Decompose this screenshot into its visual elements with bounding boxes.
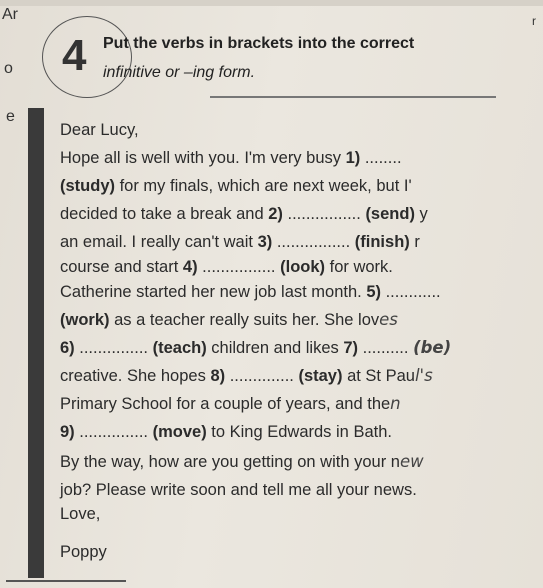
text: y xyxy=(414,205,428,223)
text: decided to take a break and xyxy=(60,205,269,223)
letter-signature: Poppy xyxy=(60,543,107,561)
letter-line-8 xyxy=(60,336,451,360)
verb-prompt: (send) xyxy=(365,205,415,223)
verb-prompt: (work) xyxy=(60,311,110,329)
gap-number: 2) xyxy=(268,205,283,223)
answer-blank[interactable]: ............ xyxy=(381,283,441,301)
instruction-line-1: Put the verbs in brackets into the correct xyxy=(103,35,415,52)
letter-line-9 xyxy=(60,364,433,388)
gap-number: 6) xyxy=(60,339,75,357)
text: children and likes xyxy=(206,339,344,357)
task-number-circle xyxy=(42,16,132,98)
verb-prompt: (finish) xyxy=(354,233,410,251)
margin-text-r: r xyxy=(532,14,536,28)
letter-line-6 xyxy=(60,280,441,304)
verb-prompt: (study) xyxy=(60,177,115,195)
gap-number: 7) xyxy=(343,339,359,357)
letter-line-2 xyxy=(60,174,412,198)
letter-line-4 xyxy=(60,230,420,254)
letter-closing: Love, xyxy=(60,505,101,523)
gap-number: 1) xyxy=(345,149,361,167)
gap-number: 4) xyxy=(182,258,198,276)
letter-line-10 xyxy=(60,392,401,416)
task-number: 4 xyxy=(62,31,87,80)
letter-line-3 xyxy=(60,202,428,226)
letter-line-1 xyxy=(60,146,402,170)
text: an email. I really can't wait xyxy=(60,233,258,251)
verb-prompt: (teach) xyxy=(152,339,207,357)
header-divider xyxy=(210,96,496,98)
margin-text-o: o xyxy=(4,60,13,77)
text: at St Pau xyxy=(342,367,415,385)
handwritten-answer: ew xyxy=(399,452,424,471)
handwritten-answer: n xyxy=(390,394,401,413)
answer-blank[interactable]: ................ xyxy=(272,233,355,251)
answer-blank[interactable]: ............... xyxy=(74,423,153,441)
text: Catherine started her new job last month. xyxy=(60,283,367,301)
answer-blank[interactable]: ............... xyxy=(74,339,153,357)
answer-blank[interactable]: ........ xyxy=(360,149,402,167)
letter-line-12 xyxy=(60,450,424,474)
text: By the way, how are you getting on with your n xyxy=(60,453,400,471)
gap-number: 9) xyxy=(60,423,75,441)
text: for work. xyxy=(325,258,393,276)
text: to King Edwards in Bath. xyxy=(206,423,392,441)
verb-prompt: (stay) xyxy=(298,367,343,385)
text: as a teacher really suits her. She lov xyxy=(109,311,380,329)
answer-blank[interactable]: .......... xyxy=(358,339,414,357)
instruction-line-2: infinitive or –ing form. xyxy=(103,64,256,81)
letter-greeting: Dear Lucy, xyxy=(60,121,139,139)
text: Primary School for a couple of years, and the xyxy=(60,395,391,413)
verb-prompt: (move) xyxy=(152,423,207,441)
margin-text-ar: Ar xyxy=(2,6,18,23)
text: Hope all is well with you. I'm very busy xyxy=(60,149,346,167)
margin-text-e: e xyxy=(6,108,15,125)
letter-line-11 xyxy=(60,420,392,444)
gap-number: 3) xyxy=(257,233,273,251)
text: for my finals, which are next week, but I' xyxy=(115,177,412,195)
handwritten-answer: es xyxy=(379,310,398,329)
letter-sidebar-bar xyxy=(28,108,44,578)
page-top-edge xyxy=(0,0,543,6)
answer-blank[interactable]: ................ xyxy=(282,205,366,223)
handwritten-answer: (be) xyxy=(413,338,452,357)
text: creative. She hopes xyxy=(60,367,211,385)
answer-blank[interactable]: .............. xyxy=(225,367,299,385)
answer-blank[interactable]: ................ xyxy=(197,258,281,276)
letter-line-5 xyxy=(60,255,393,279)
gap-number: 5) xyxy=(366,283,382,301)
letter-line-13: job? Please write soon and tell me all your news. xyxy=(60,481,417,499)
gap-number: 8) xyxy=(210,367,226,385)
bottom-divider xyxy=(6,580,126,582)
verb-prompt: (look) xyxy=(280,258,326,276)
handwritten-answer: l's xyxy=(414,366,433,385)
letter-line-7 xyxy=(60,308,398,332)
text: course and start xyxy=(60,258,183,276)
text: r xyxy=(409,233,420,251)
